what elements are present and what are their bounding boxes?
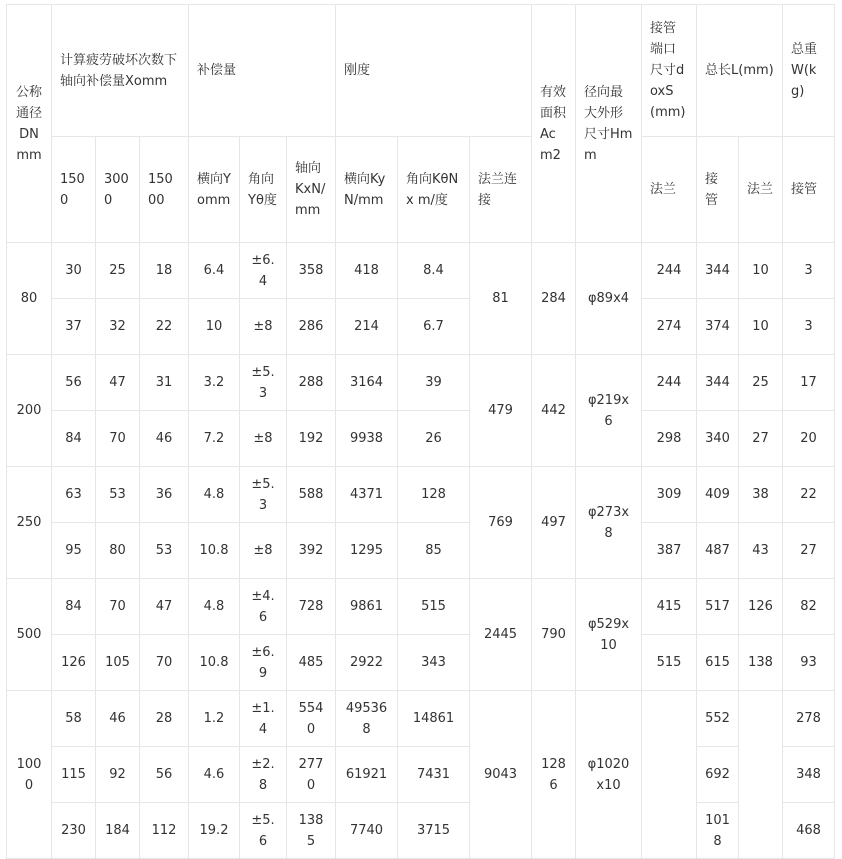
header-row-1 bbox=[7, 5, 835, 137]
port-flange-cell bbox=[642, 691, 697, 859]
angular-cell: ±2.8 bbox=[240, 747, 287, 803]
lat-k-cell: 4371 bbox=[336, 467, 398, 523]
ang-k-cell: 8.4 bbox=[398, 243, 470, 299]
f3000-cell: 80 bbox=[96, 523, 140, 579]
table-row bbox=[7, 355, 835, 411]
port-flange-cell: 415 bbox=[642, 579, 697, 635]
flange-connection-cell: 769 bbox=[470, 467, 532, 579]
f15000-cell: 70 bbox=[140, 635, 189, 691]
axial-k-cell: 2770 bbox=[287, 747, 336, 803]
f3000-cell: 92 bbox=[96, 747, 140, 803]
length-pipe-cell: 552 bbox=[697, 691, 739, 747]
f3000-cell: 47 bbox=[96, 355, 140, 411]
length-pipe-cell: 487 bbox=[697, 523, 739, 579]
axial-k-cell: 392 bbox=[287, 523, 336, 579]
table-row bbox=[7, 747, 835, 803]
weight-pipe-cell: 22 bbox=[783, 467, 835, 523]
port-flange-cell: 298 bbox=[642, 411, 697, 467]
header-axial-stiffness: 轴向KxN/mm bbox=[287, 137, 336, 243]
angular-cell: ±1.4 bbox=[240, 691, 287, 747]
header-row-2 bbox=[7, 137, 835, 243]
header-flange-connection: 法兰连接 bbox=[470, 137, 532, 243]
flange-connection-cell: 2445 bbox=[470, 579, 532, 691]
header-angular-comp: 角向Yθ度 bbox=[240, 137, 287, 243]
weight-pipe-cell: 17 bbox=[783, 355, 835, 411]
weight-pipe-cell: 82 bbox=[783, 579, 835, 635]
port-flange-cell: 387 bbox=[642, 523, 697, 579]
header-lateral-comp: 横向Yomm bbox=[189, 137, 240, 243]
lat-k-cell: 495368 bbox=[336, 691, 398, 747]
ang-k-cell: 6.7 bbox=[398, 299, 470, 355]
f3000-cell: 53 bbox=[96, 467, 140, 523]
weight-pipe-cell: 278 bbox=[783, 691, 835, 747]
f15000-cell: 53 bbox=[140, 523, 189, 579]
dn-cell: 250 bbox=[7, 467, 52, 579]
spec-table bbox=[6, 4, 835, 859]
table-row bbox=[7, 523, 835, 579]
axial-k-cell: 5540 bbox=[287, 691, 336, 747]
lateral-cell: 3.2 bbox=[189, 355, 240, 411]
f3000-cell: 70 bbox=[96, 579, 140, 635]
weight-pipe-cell: 468 bbox=[783, 803, 835, 859]
header-compensation: 补偿量 bbox=[189, 5, 336, 137]
ang-k-cell: 515 bbox=[398, 579, 470, 635]
header-total-length: 总长L(mm) bbox=[697, 5, 783, 137]
ang-k-cell: 343 bbox=[398, 635, 470, 691]
axial-k-cell: 288 bbox=[287, 355, 336, 411]
header-total-weight: 总重W(kg) bbox=[783, 5, 835, 137]
length-flange-cell: 10 bbox=[739, 243, 783, 299]
header-length-flange: 法兰 bbox=[739, 137, 783, 243]
f15000-cell: 31 bbox=[140, 355, 189, 411]
header-effective-area: 有效面积Acm2 bbox=[532, 5, 576, 243]
length-flange-cell: 10 bbox=[739, 299, 783, 355]
length-flange-cell: 38 bbox=[739, 467, 783, 523]
port-flange-cell: 515 bbox=[642, 635, 697, 691]
lateral-cell: 6.4 bbox=[189, 243, 240, 299]
ang-k-cell: 128 bbox=[398, 467, 470, 523]
angular-cell: ±6.4 bbox=[240, 243, 287, 299]
lateral-cell: 1.2 bbox=[189, 691, 240, 747]
length-pipe-cell: 344 bbox=[697, 243, 739, 299]
f1500-cell: 95 bbox=[52, 523, 96, 579]
lat-k-cell: 2922 bbox=[336, 635, 398, 691]
angular-cell: ±5.6 bbox=[240, 803, 287, 859]
f1500-cell: 115 bbox=[52, 747, 96, 803]
axial-k-cell: 485 bbox=[287, 635, 336, 691]
ang-k-cell: 3715 bbox=[398, 803, 470, 859]
flange-connection-cell: 9043 bbox=[470, 691, 532, 859]
angular-cell: ±5.3 bbox=[240, 467, 287, 523]
ang-k-cell: 85 bbox=[398, 523, 470, 579]
f3000-cell: 25 bbox=[96, 243, 140, 299]
f15000-cell: 28 bbox=[140, 691, 189, 747]
f3000-cell: 32 bbox=[96, 299, 140, 355]
effective-area-cell: 497 bbox=[532, 467, 576, 579]
length-pipe-cell: 517 bbox=[697, 579, 739, 635]
outer-size-cell: φ1020x10 bbox=[576, 691, 642, 859]
outer-size-cell: φ89x4 bbox=[576, 243, 642, 355]
weight-pipe-cell: 93 bbox=[783, 635, 835, 691]
outer-size-cell: φ529x10 bbox=[576, 579, 642, 691]
port-flange-cell: 309 bbox=[642, 467, 697, 523]
axial-k-cell: 1385 bbox=[287, 803, 336, 859]
lat-k-cell: 7740 bbox=[336, 803, 398, 859]
weight-pipe-cell: 3 bbox=[783, 299, 835, 355]
dn-cell: 80 bbox=[7, 243, 52, 355]
axial-k-cell: 286 bbox=[287, 299, 336, 355]
outer-size-cell: φ273x8 bbox=[576, 467, 642, 579]
table-row bbox=[7, 691, 835, 747]
lat-k-cell: 9861 bbox=[336, 579, 398, 635]
lateral-cell: 19.2 bbox=[189, 803, 240, 859]
f15000-cell: 47 bbox=[140, 579, 189, 635]
axial-k-cell: 588 bbox=[287, 467, 336, 523]
length-pipe-cell: 615 bbox=[697, 635, 739, 691]
f1500-cell: 63 bbox=[52, 467, 96, 523]
lat-k-cell: 3164 bbox=[336, 355, 398, 411]
table-row bbox=[7, 411, 835, 467]
angular-cell: ±5.3 bbox=[240, 355, 287, 411]
f15000-cell: 22 bbox=[140, 299, 189, 355]
length-pipe-cell: 409 bbox=[697, 467, 739, 523]
dn-cell: 200 bbox=[7, 355, 52, 467]
ang-k-cell: 26 bbox=[398, 411, 470, 467]
f1500-cell: 56 bbox=[52, 355, 96, 411]
lat-k-cell: 418 bbox=[336, 243, 398, 299]
lateral-cell: 10 bbox=[189, 299, 240, 355]
length-pipe-cell: 374 bbox=[697, 299, 739, 355]
header-3000: 3000 bbox=[96, 137, 140, 243]
angular-cell: ±8 bbox=[240, 299, 287, 355]
effective-area-cell: 790 bbox=[532, 579, 576, 691]
header-port-size: 接管端口尺寸doxS(mm) bbox=[642, 5, 697, 137]
lat-k-cell: 61921 bbox=[336, 747, 398, 803]
table-row bbox=[7, 579, 835, 635]
flange-connection-cell: 81 bbox=[470, 243, 532, 355]
header-dn: 公称通径DNmm bbox=[7, 5, 52, 243]
lateral-cell: 10.8 bbox=[189, 523, 240, 579]
weight-pipe-cell: 3 bbox=[783, 243, 835, 299]
lateral-cell: 10.8 bbox=[189, 635, 240, 691]
effective-area-cell: 442 bbox=[532, 355, 576, 467]
weight-pipe-cell: 27 bbox=[783, 523, 835, 579]
lat-k-cell: 214 bbox=[336, 299, 398, 355]
header-weight-pipe: 接管 bbox=[783, 137, 835, 243]
f1500-cell: 126 bbox=[52, 635, 96, 691]
length-pipe-cell: 1018 bbox=[697, 803, 739, 859]
flange-connection-cell: 479 bbox=[470, 355, 532, 467]
f3000-cell: 70 bbox=[96, 411, 140, 467]
length-flange-cell: 25 bbox=[739, 355, 783, 411]
effective-area-cell: 284 bbox=[532, 243, 576, 355]
weight-pipe-cell: 20 bbox=[783, 411, 835, 467]
f1500-cell: 230 bbox=[52, 803, 96, 859]
length-flange-cell bbox=[739, 691, 783, 859]
ang-k-cell: 39 bbox=[398, 355, 470, 411]
lateral-cell: 7.2 bbox=[189, 411, 240, 467]
header-port-flange: 法兰 bbox=[642, 137, 697, 243]
f15000-cell: 56 bbox=[140, 747, 189, 803]
f1500-cell: 30 bbox=[52, 243, 96, 299]
header-lateral-stiffness: 横向KyN/mm bbox=[336, 137, 398, 243]
length-flange-cell: 27 bbox=[739, 411, 783, 467]
f3000-cell: 105 bbox=[96, 635, 140, 691]
angular-cell: ±8 bbox=[240, 523, 287, 579]
effective-area-cell: 1286 bbox=[532, 691, 576, 859]
header-length-pipe: 接管 bbox=[697, 137, 739, 243]
table-row bbox=[7, 635, 835, 691]
table-row bbox=[7, 467, 835, 523]
lateral-cell: 4.6 bbox=[189, 747, 240, 803]
axial-k-cell: 358 bbox=[287, 243, 336, 299]
angular-cell: ±4.6 bbox=[240, 579, 287, 635]
ang-k-cell: 14861 bbox=[398, 691, 470, 747]
f3000-cell: 184 bbox=[96, 803, 140, 859]
lateral-cell: 4.8 bbox=[189, 467, 240, 523]
length-flange-cell: 138 bbox=[739, 635, 783, 691]
lat-k-cell: 1295 bbox=[336, 523, 398, 579]
lat-k-cell: 9938 bbox=[336, 411, 398, 467]
angular-cell: ±6.9 bbox=[240, 635, 287, 691]
length-pipe-cell: 692 bbox=[697, 747, 739, 803]
port-flange-cell: 244 bbox=[642, 355, 697, 411]
weight-pipe-cell: 348 bbox=[783, 747, 835, 803]
length-flange-cell: 126 bbox=[739, 579, 783, 635]
header-1500: 1500 bbox=[52, 137, 96, 243]
f1500-cell: 84 bbox=[52, 579, 96, 635]
f1500-cell: 37 bbox=[52, 299, 96, 355]
header-15000: 15000 bbox=[140, 137, 189, 243]
table-row bbox=[7, 243, 835, 299]
axial-k-cell: 728 bbox=[287, 579, 336, 635]
angular-cell: ±8 bbox=[240, 411, 287, 467]
length-flange-cell: 43 bbox=[739, 523, 783, 579]
dn-cell: 500 bbox=[7, 579, 52, 691]
length-pipe-cell: 344 bbox=[697, 355, 739, 411]
header-angular-stiffness: 角向KθN x m/度 bbox=[398, 137, 470, 243]
f3000-cell: 46 bbox=[96, 691, 140, 747]
f15000-cell: 36 bbox=[140, 467, 189, 523]
f1500-cell: 58 bbox=[52, 691, 96, 747]
header-fatigue: 计算疲劳破坏次数下轴向补偿量Xomm bbox=[52, 5, 189, 137]
f1500-cell: 84 bbox=[52, 411, 96, 467]
header-stiffness: 刚度 bbox=[336, 5, 532, 137]
ang-k-cell: 7431 bbox=[398, 747, 470, 803]
dn-cell: 1000 bbox=[7, 691, 52, 859]
axial-k-cell: 192 bbox=[287, 411, 336, 467]
port-flange-cell: 274 bbox=[642, 299, 697, 355]
table-row bbox=[7, 803, 835, 859]
port-flange-cell: 244 bbox=[642, 243, 697, 299]
outer-size-cell: φ219x6 bbox=[576, 355, 642, 467]
f15000-cell: 46 bbox=[140, 411, 189, 467]
table-row bbox=[7, 299, 835, 355]
f15000-cell: 18 bbox=[140, 243, 189, 299]
length-pipe-cell: 340 bbox=[697, 411, 739, 467]
f15000-cell: 112 bbox=[140, 803, 189, 859]
header-outer-size: 径向最大外形尺寸Hmm bbox=[576, 5, 642, 243]
lateral-cell: 4.8 bbox=[189, 579, 240, 635]
